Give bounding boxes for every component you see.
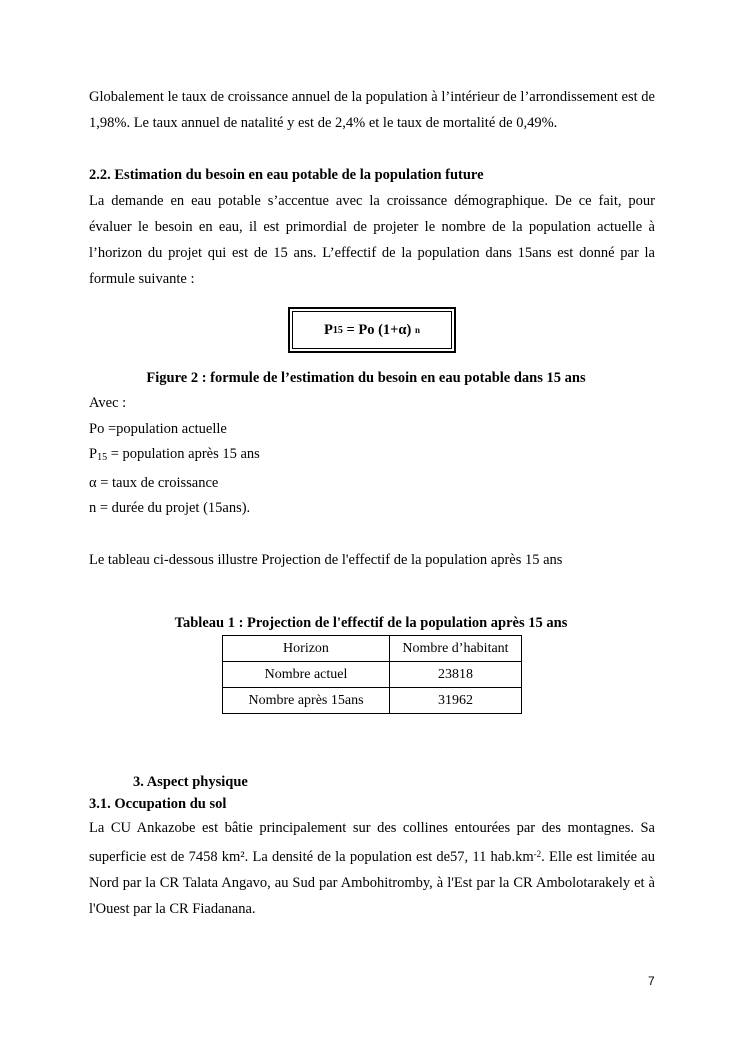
section-2-2-paragraph: La demande en eau potable s’accentue avec la croissance démographique. De ce fait, pour évaluer le besoin en eau, il est primordial de projeter le nombre de la population actuelle à l’horizon du projet qui est de 15 ans. L’effectif de la population dans 15ans est donné par la formule suivante : <box>89 193 655 287</box>
population-table <box>222 635 522 714</box>
table-cell: 23818 <box>390 662 522 688</box>
table-cell: 31962 <box>390 688 522 714</box>
table-header: Horizon <box>223 636 390 662</box>
table-header-row <box>223 636 522 662</box>
table-intro: Le tableau ci-dessous illustre Projection de l'effectif de la population après 15 ans <box>89 551 563 568</box>
legend-avec: Avec : <box>89 395 127 411</box>
section-3-1-paragraph: La CU Ankazobe est bâtie principalement sur des collines entourées par des montagnes. Sa superficie est de 7458 km². La densité de la population est de57, 11 $hab.km^{-2}$. Elle est limitée au Nord par la CR Talata Angavo, au Sud par Ambohitromby, à l'Est par la CR Ambolotarakely et à l'Ouest par la CR Fiadanana. <box>89 820 655 917</box>
formula: P 15 = Po (1+α) n <box>292 311 452 349</box>
page-number: 7 <box>648 974 655 988</box>
intro-paragraph: Globalement le taux de croissance annuel de la population à l’intérieur de l’arrondissement est de 1,98%. Le taux annuel de natalité y est de 2,4% et le taux de mortalité de 0,49%. <box>89 89 655 131</box>
table-caption: Tableau 1 : Projection de l'effectif de la population après 15 ans <box>174 615 568 631</box>
document-page <box>89 84 655 922</box>
section-3-heading: 3. Aspect physique <box>133 774 248 790</box>
table-row <box>223 662 522 688</box>
section-3-1-heading: 3.1. Occupation du sol <box>89 796 227 812</box>
section-2-2-heading: 2.2. Estimation du besoin en eau potable de la population future <box>89 167 484 183</box>
figure-caption: Figure 2 : formule de l’estimation du besoin en eau potable dans 15 ans <box>146 370 586 386</box>
table-cell: Nombre actuel <box>223 662 390 688</box>
legend-n: n = durée du projet (15ans). <box>89 500 251 516</box>
table-row <box>223 688 522 714</box>
legend-po: Po =population actuelle <box>89 420 227 437</box>
legend-alpha: α = taux de croissance <box>89 474 219 491</box>
legend-p15: $P_{15}$ = population après 15 ans <box>89 446 260 463</box>
table-cell: Nombre après 15ans <box>223 688 390 714</box>
table-header: Nombre d’habitant <box>390 636 522 662</box>
formula-box <box>89 307 655 353</box>
